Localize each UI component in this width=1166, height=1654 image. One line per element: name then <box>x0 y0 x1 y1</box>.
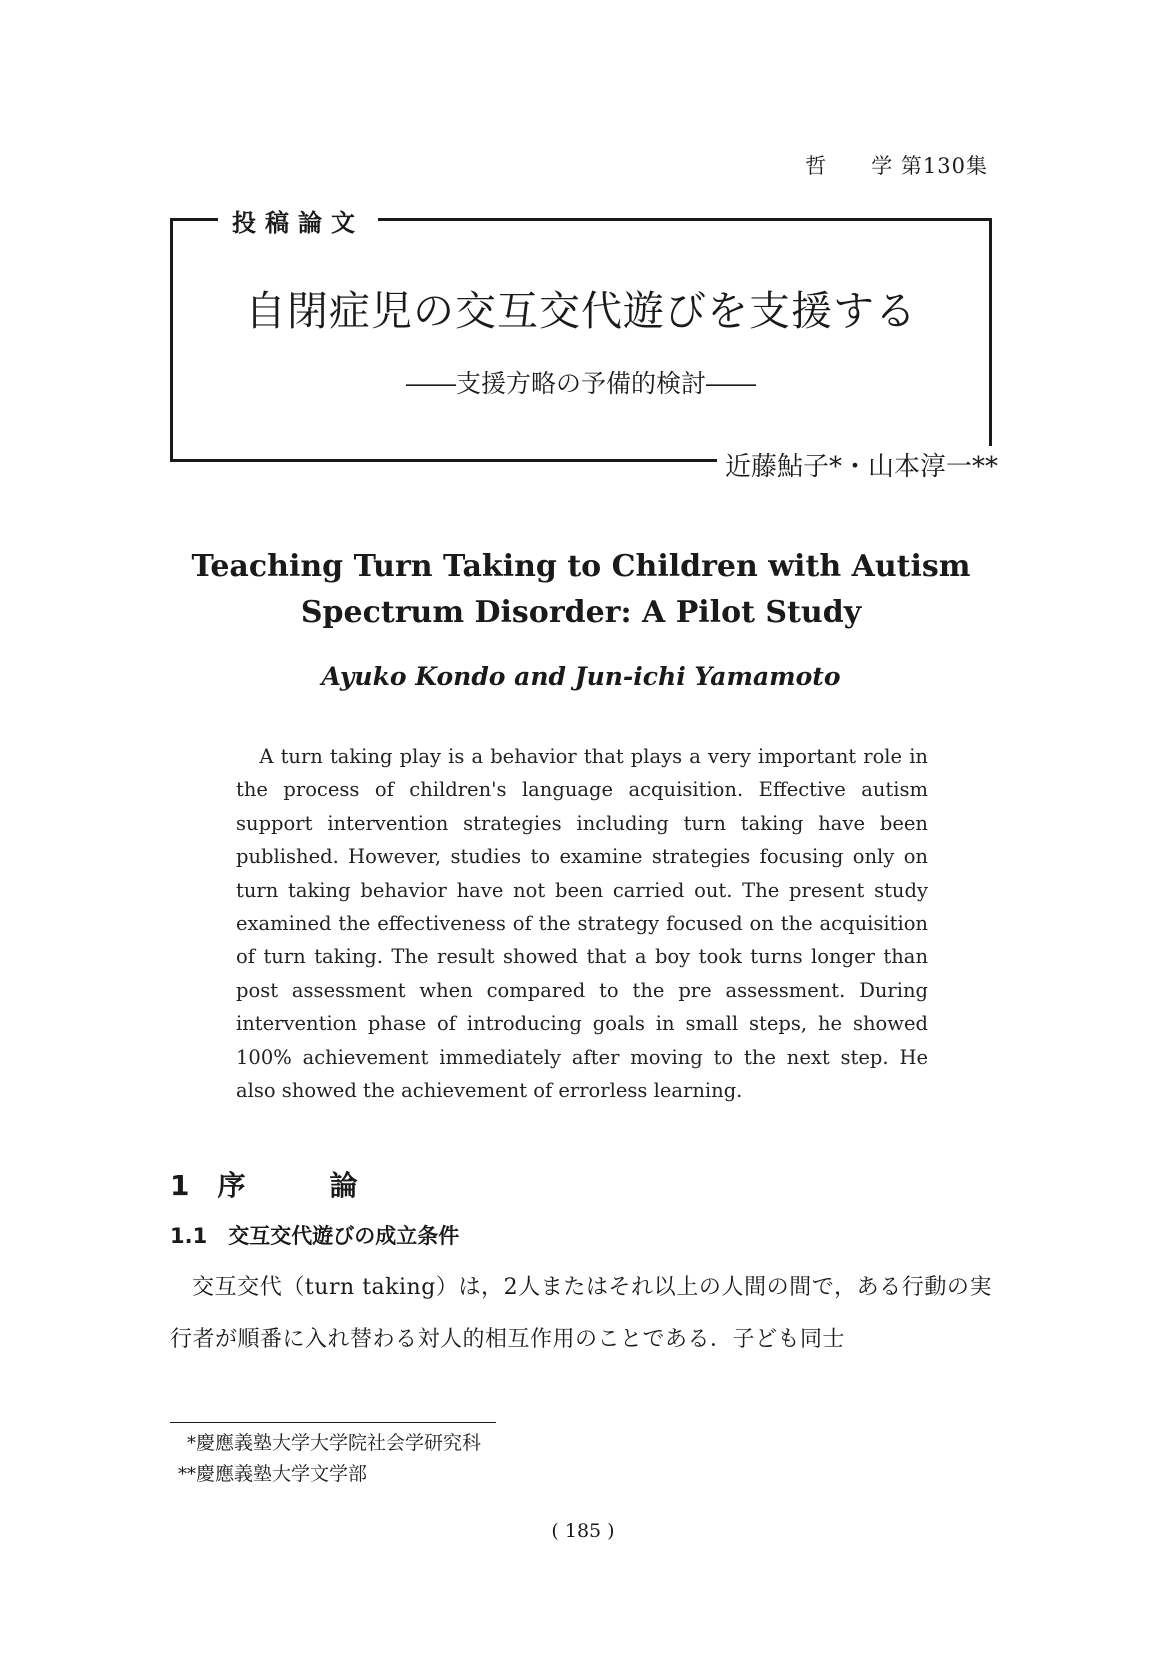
english-authors: Ayuko Kondo and Jun-ichi Yamamoto <box>321 662 841 691</box>
japanese-subtitle: ――支援方略の予備的検討―― <box>405 369 756 398</box>
japanese-title: 自閉症児の交互交代遊びを支援する <box>245 287 917 335</box>
section-heading: 1 序 論 <box>170 1169 358 1202</box>
footnote <box>170 1428 481 1459</box>
footnote-divider <box>170 1422 496 1423</box>
article-category: 投稿論文 <box>218 203 378 238</box>
subsection-heading: 1.1 交互交代遊びの成立条件 <box>170 1224 460 1248</box>
page-number: ( 185 ) <box>551 1520 615 1542</box>
japanese-authors: 近藤鮎子*・山本淳一** <box>717 446 998 483</box>
journal-header: 哲 学 第130集 <box>805 154 988 178</box>
footnote-text: 慶應義塾大学大学院社会学研究科 <box>196 1432 482 1454</box>
body-paragraph: 交互交代（turn taking）は，2人またはそれ以上の人間の間で，ある行動の実行者が順番に入れ替わる対人的相互作用のことである．子ども同士 <box>170 1275 992 1352</box>
english-title-line2: Spectrum Disorder: A Pilot Study <box>300 595 862 630</box>
footnotes <box>170 1428 481 1490</box>
title-box <box>170 218 992 462</box>
english-title-line1: Teaching Turn Taking to Children with Autism <box>191 549 971 584</box>
english-title <box>170 544 992 636</box>
footnote-mark: ** <box>178 1464 196 1485</box>
footnote-mark: * <box>187 1433 196 1454</box>
footnote-text: 慶應義塾大学文学部 <box>196 1463 368 1485</box>
footnote <box>170 1459 481 1490</box>
abstract: A turn taking play is a behavior that plays a very important role in the process of children's language acquisition. Effective autism support intervention strategies including turn taking have been published. However, studies to examine strategies focusing only on turn taking behavior have not been carried out. The present study examined the effectiveness of the strategy focused on the acquisition of turn taking. The result showed that a boy took turns longer than post assessment when compared to the pre assessment. During intervention phase of introducing goals in small steps, he showed 100% achievement immediately after moving to the next step. He also showed the achievement of errorless learning. <box>236 745 928 1103</box>
